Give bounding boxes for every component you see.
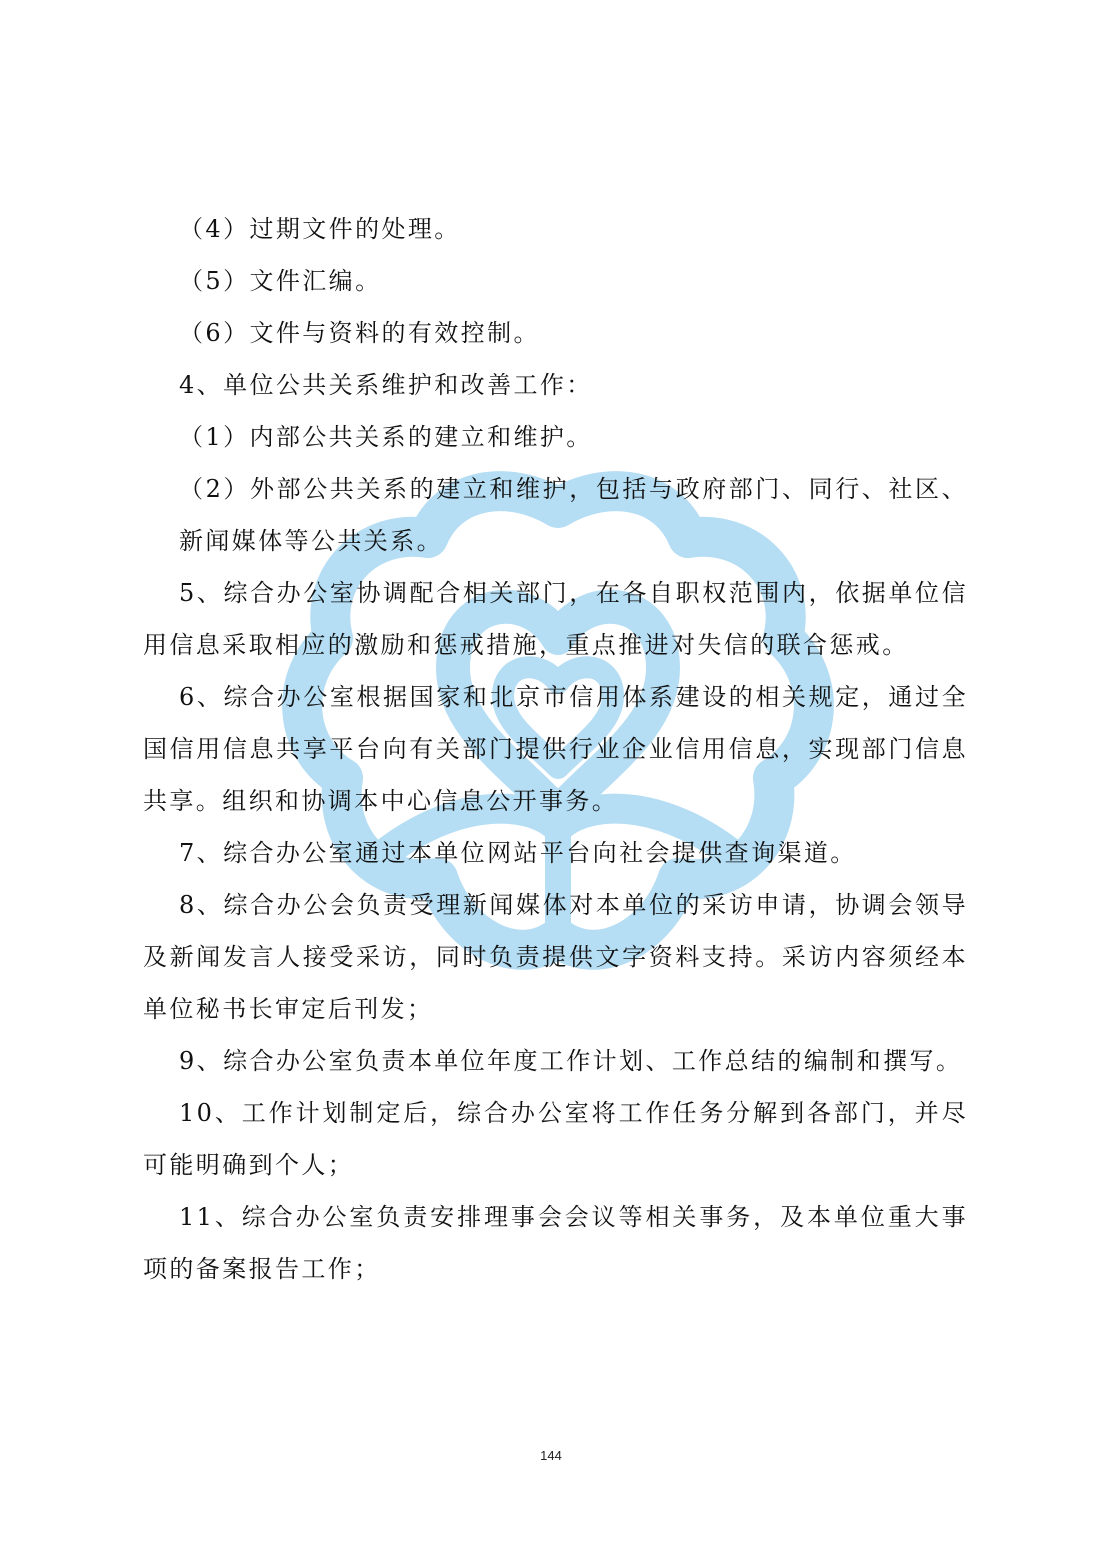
paragraph-item-4-5: （5）文件汇编。: [179, 267, 382, 295]
paragraph-item-4-6: （6）文件与资料的有效控制。: [179, 319, 540, 347]
paragraph-section-11: 11、综合办公室负责安排理事会会议等相关事务，及本单位重大事项的备案报告工作；: [143, 1203, 968, 1283]
paragraph-item-public-2: [143, 463, 968, 567]
paragraph-section-8: 8、综合办公会负责受理新闻媒体对本单位的采访申请，协调会领导及新闻发言人接受采访，同时负责提供文字资料支持。采访内容须经本单位秘书长审定后刊发；: [143, 891, 968, 1023]
paragraph-section-4: 4、单位公共关系维护和改善工作：: [179, 371, 593, 399]
paragraph-item-public-1: （1）内部公共关系的建立和维护。: [179, 423, 593, 451]
paragraph-section-7: 7、综合办公室通过本单位网站平台向社会提供查询渠道。: [179, 839, 857, 867]
paragraph-section-10: 10、工作计划制定后，综合办公室将工作任务分解到各部门，并尽可能明确到个人；: [143, 1099, 968, 1179]
paragraph-section-5: 5、综合办公室协调配合相关部门，在各自职权范围内，依据单位信用信息采取相应的激励和惩戒措施，重点推进对失信的联合惩戒。: [143, 579, 968, 659]
paragraph-item-public-2-text: （2）外部公共关系的建立和维护，包括与政府部门、同行、社区、新闻媒体等公共关系。: [179, 475, 968, 555]
page-number: 144: [540, 1448, 562, 1463]
document-body: [143, 203, 968, 1295]
paragraph-item-4-4: （4）过期文件的处理。: [179, 215, 461, 243]
paragraph-section-9: 9、综合办公室负责本单位年度工作计划、工作总结的编制和撰写。: [179, 1047, 963, 1075]
paragraph-section-6: 6、综合办公室根据国家和北京市信用体系建设的相关规定，通过全国信用信息共享平台向有关部门提供行业企业信用信息，实现部门信息共享。组织和协调本中心信息公开事务。: [143, 683, 968, 815]
